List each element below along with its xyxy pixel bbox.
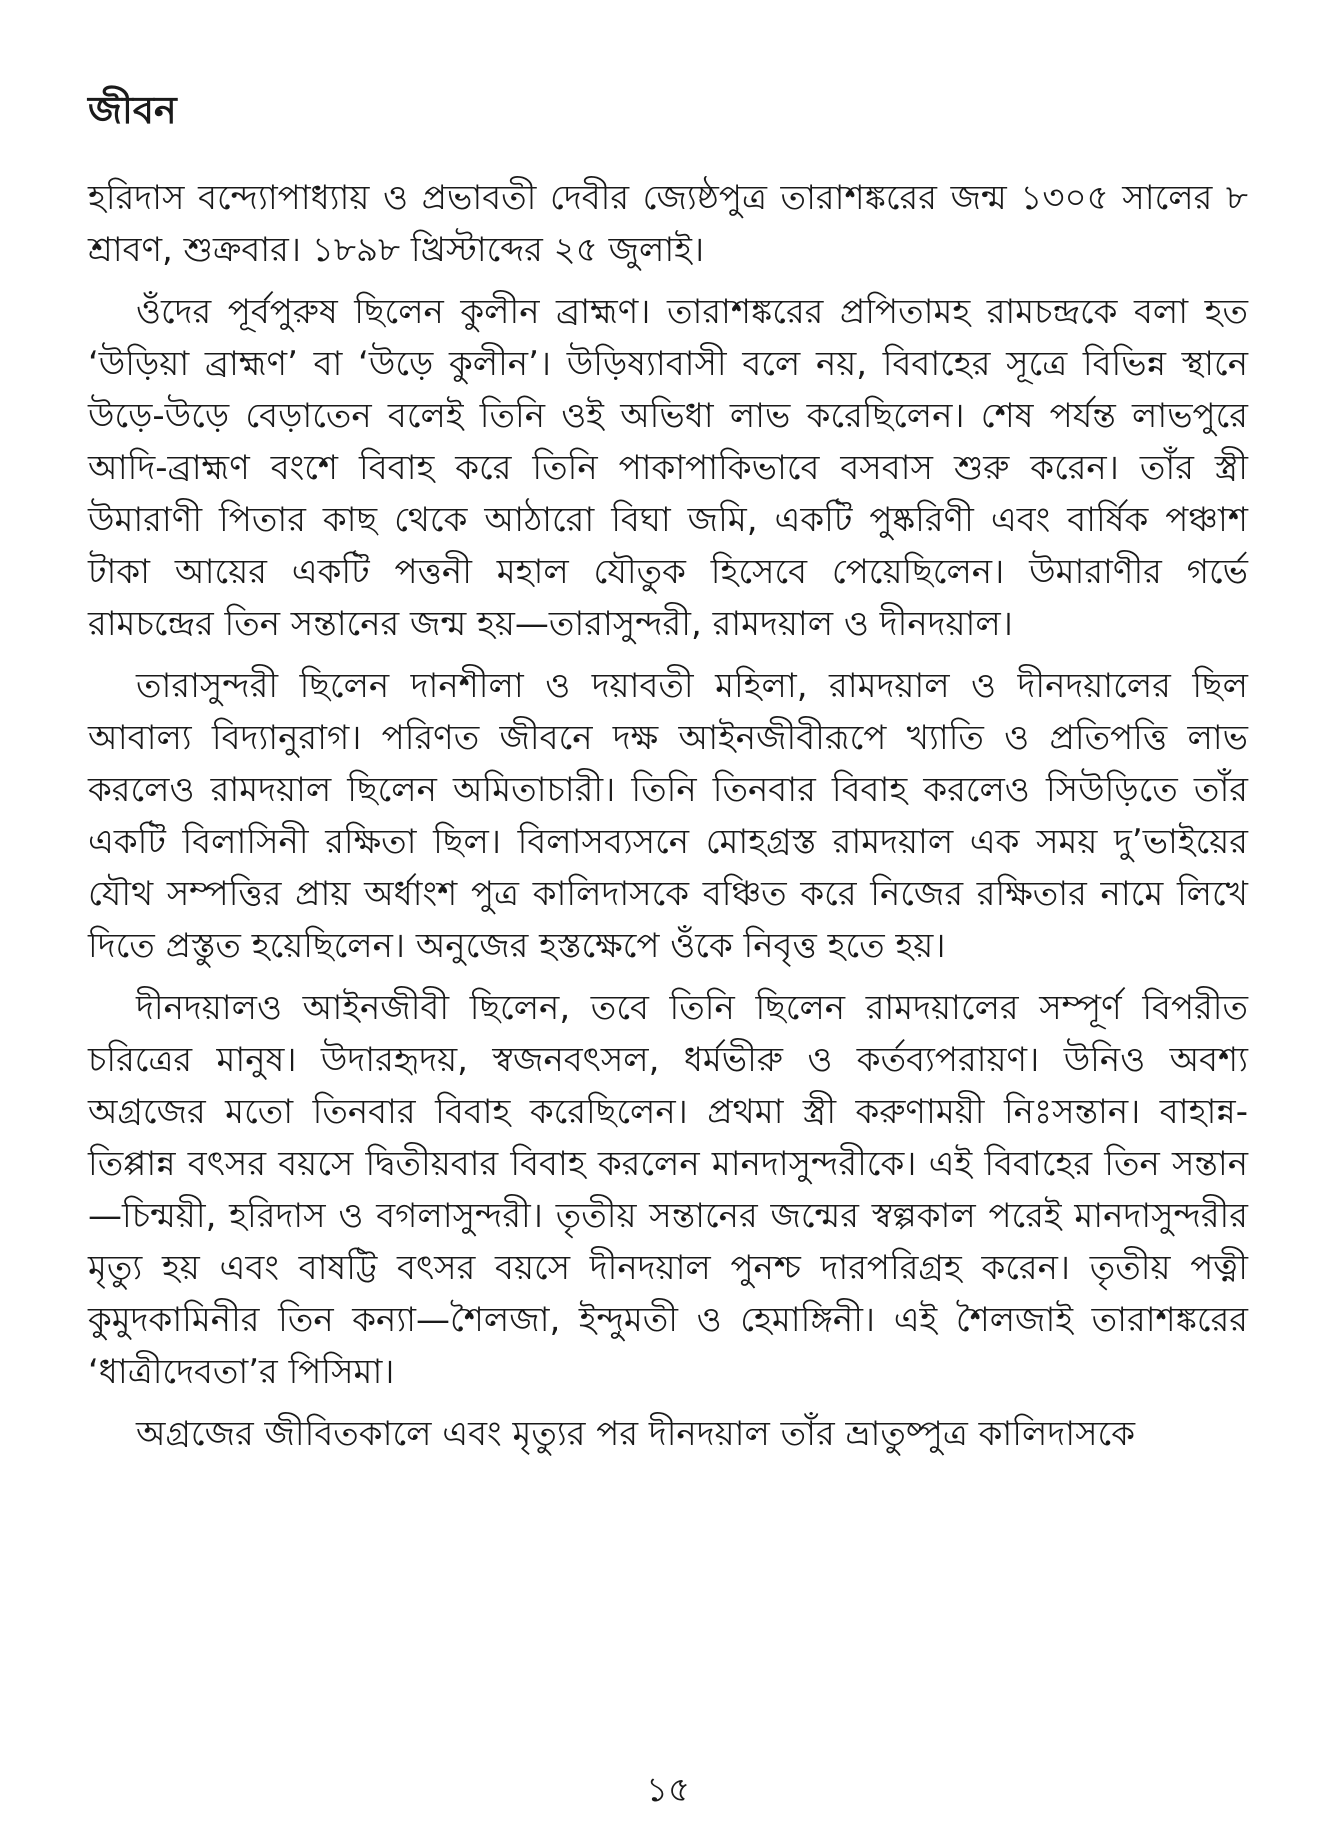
page-number: ১৫	[645, 1770, 691, 1810]
paragraph-continued: অগ্রজের জীবিতকালে এবং মৃত্যুর পর দীনদয়াল তাঁর ভ্রাতুষ্পুত্র কালিদাসকে	[136, 1414, 1135, 1454]
body-text	[88, 172, 1248, 1470]
paragraph-ancestors: ওঁদের পূর্বপুরুষ ছিলেন কুলীন ব্রাহ্মণ। তারাশঙ্করের প্রপিতামহ রামচন্দ্রকে বলা হত ‘উড়িয়া ব্রাহ্মণ’ বা ‘উড়ে কুলীন’। উড়িষ্যাবাসী বলে নয়, বিবাহের সূত্রে বিভিন্ন স্থানে উড়ে-উড়ে বেড়াতেন বলেই তিনি ওই অভিধা লাভ করেছিলেন। শেষ পর্যন্ত লাভপুরে আদি-ব্রাহ্মণ বংশে বিবাহ করে তিনি পাকাপাকিভাবে বসবাস শুরু করেন। তাঁর স্ত্রী উমারাণী পিতার কাছ থেকে আঠারো বিঘা জমি, একটি পুষ্করিণী এবং বার্ষিক পঞ্চাশ টাকা আয়ের একটি পত্তনী মহাল যৌতুক হিসেবে পেয়েছিলেন। উমারাণীর গর্ভে রামচন্দ্রের তিন সন্তানের জন্ম হয়—তারাসুন্দরী, রামদয়াল ও দীনদয়াল।	[88, 292, 1248, 644]
section-title: জীবন	[88, 88, 177, 132]
paragraph-dinadayal: দীনদয়ালও আইনজীবী ছিলেন, তবে তিনি ছিলেন রামদয়ালের সম্পূর্ণ বিপরীত চরিত্রের মানুষ। উদারহৃদয়, স্বজনবৎসল, ধর্মভীরু ও কর্তব্যপরায়ণ। উনিও অবশ্য অগ্রজের মতো তিনবার বিবাহ করেছিলেন। প্রথমা স্ত্রী করুণাময়ী নিঃসন্তান। বাহান্ন-তিপ্পান্ন বৎসর বয়সে দ্বিতীয়বার বিবাহ করলেন মানদাসুন্দরীকে। এই বিবাহের তিন সন্তান—চিন্ময়ী, হরিদাস ও বগলাসুন্দরী। তৃতীয় সন্তানের জন্মের স্বল্পকাল পরেই মানদাসুন্দরীর মৃত্যু হয় এবং বাষট্টি বৎসর বয়সে দীনদয়াল পুনশ্চ দারপরিগ্রহ করেন। তৃতীয় পত্নী কুমুদকামিনীর তিন কন্যা—শৈলজা, ইন্দুমতী ও হেমাঙ্গিনী। এই শৈলজাই তারাশঙ্করের ‘ধাত্রীদেবতা’র পিসিমা।	[88, 988, 1248, 1392]
paragraph-birth: হরিদাস বন্দ্যোপাধ্যায় ও প্রভাবতী দেবীর জ্যেষ্ঠপুত্র তারাশঙ্করের জন্ম ১৩০৫ সালের ৮ শ্রাবণ, শুক্রবার। ১৮৯৮ খ্রিস্টাব্দের ২৫ জুলাই।	[88, 178, 1248, 270]
book-page	[88, 0, 1248, 1844]
paragraph-taras-sundari-ramdayal: তারাসুন্দরী ছিলেন দানশীলা ও দয়াবতী মহিলা, রামদয়াল ও দীনদয়ালের ছিল আবাল্য বিদ্যানুরাগ। পরিণত জীবনে দক্ষ আইনজীবীরূপে খ্যাতি ও প্রতিপত্তি লাভ করলেও রামদয়াল ছিলেন অমিতাচারী। তিনি তিনবার বিবাহ করলেও সিউড়িতে তাঁর একটি বিলাসিনী রক্ষিতা ছিল। বিলাসব্যসনে মোহগ্রস্ত রামদয়াল এক সময় দু’ভাইয়ের যৌথ সম্পত্তির প্রায় অর্ধাংশ পুত্র কালিদাসকে বঞ্চিত করে নিজের রক্ষিতার নামে লিখে দিতে প্রস্তুত হয়েছিলেন। অনুজের হস্তক্ষেপে ওঁকে নিবৃত্ত হতে হয়।	[88, 666, 1248, 966]
